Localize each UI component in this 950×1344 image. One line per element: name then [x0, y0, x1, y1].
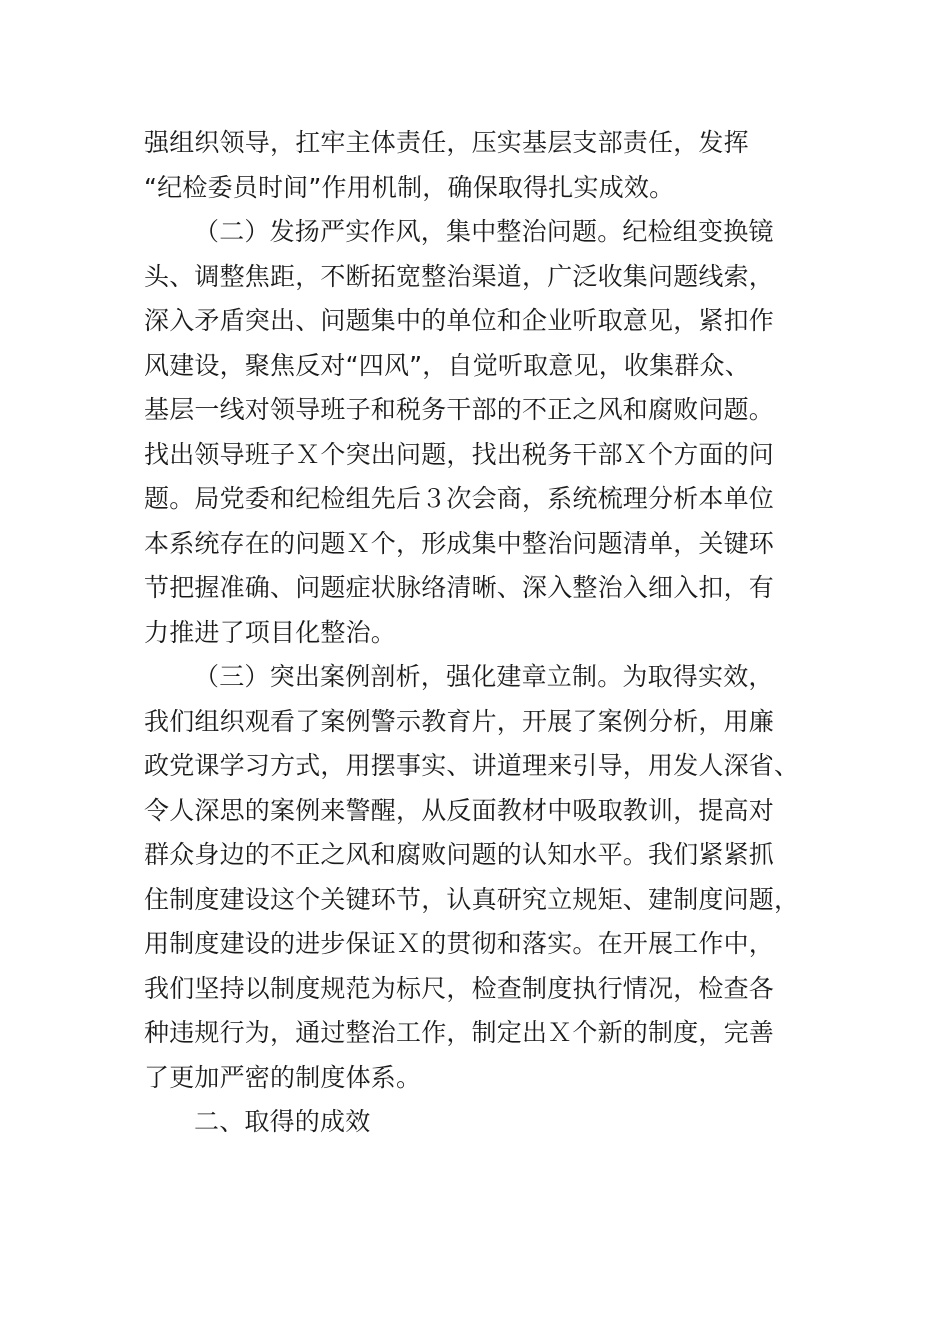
- text-line: 种违规行为，通过整治工作，制定出Ｘ个新的制度，完善: [144, 1018, 775, 1047]
- text-line: 令人深思的案例来警醒，从反面教材中吸取教训，提高对: [144, 795, 775, 825]
- text-line: 群众身边的不正之风和腐败问题的认知水平。我们紧紧抓: [144, 840, 775, 869]
- text-line: 力推进了项目化整治。: [144, 617, 397, 647]
- text-line: “纪检委员时间”作用机制，确保取得扎实成效。: [144, 172, 675, 202]
- text-line: 风建设，聚焦反对“四风”，自觉听取意见，收集群众、: [144, 350, 750, 380]
- section-heading-line: （三）突出案例剖析，强化建章立制。为取得实效，: [194, 662, 774, 691]
- document-body: [144, 121, 816, 1145]
- chapter-heading: 二、取得的成效: [194, 1107, 371, 1136]
- text-line: 了更加严密的制度体系。: [144, 1062, 422, 1092]
- text-line: 我们坚持以制度规范为标尺，检查制度执行情况，检查各: [144, 973, 775, 1003]
- text-line: 题。局党委和纪检组先后３次会商，系统梳理分析本单位: [144, 484, 775, 513]
- text-line: 深入矛盾突出、问题集中的单位和企业听取意见，紧扣作: [144, 306, 775, 335]
- text-line: 基层一线对领导班子和税务干部的不正之风和腐败问题。: [144, 395, 775, 424]
- text-line: 政党课学习方式，用摆事实、讲道理来引导，用发人深省、: [144, 751, 800, 780]
- text-line: 找出领导班子Ｘ个突出问题，找出税务干部Ｘ个方面的问: [144, 439, 775, 469]
- section-heading-line: （二）发扬严实作风，集中整治问题。纪检组变换镜: [194, 217, 774, 246]
- text-line: 我们组织观看了案例警示教育片，开展了案例分析，用廉: [144, 706, 775, 736]
- text-line: 本系统存在的问题Ｘ个，形成集中整治问题清单，关键环: [144, 528, 775, 558]
- text-line: 用制度建设的进步保证Ｘ的贯彻和落实。在开展工作中，: [144, 929, 775, 958]
- text-line: 头、调整焦距，不断拓宽整治渠道，广泛收集问题线索，: [144, 261, 775, 291]
- text-line: 节把握准确、问题症状脉络清晰、深入整治入细入扣，有: [144, 573, 775, 602]
- text-line: 强组织领导，扛牢主体责任，压实基层支部责任，发挥: [144, 128, 749, 157]
- text-line: 住制度建设这个关键环节，认真研究立规矩、建制度问题，: [144, 884, 800, 914]
